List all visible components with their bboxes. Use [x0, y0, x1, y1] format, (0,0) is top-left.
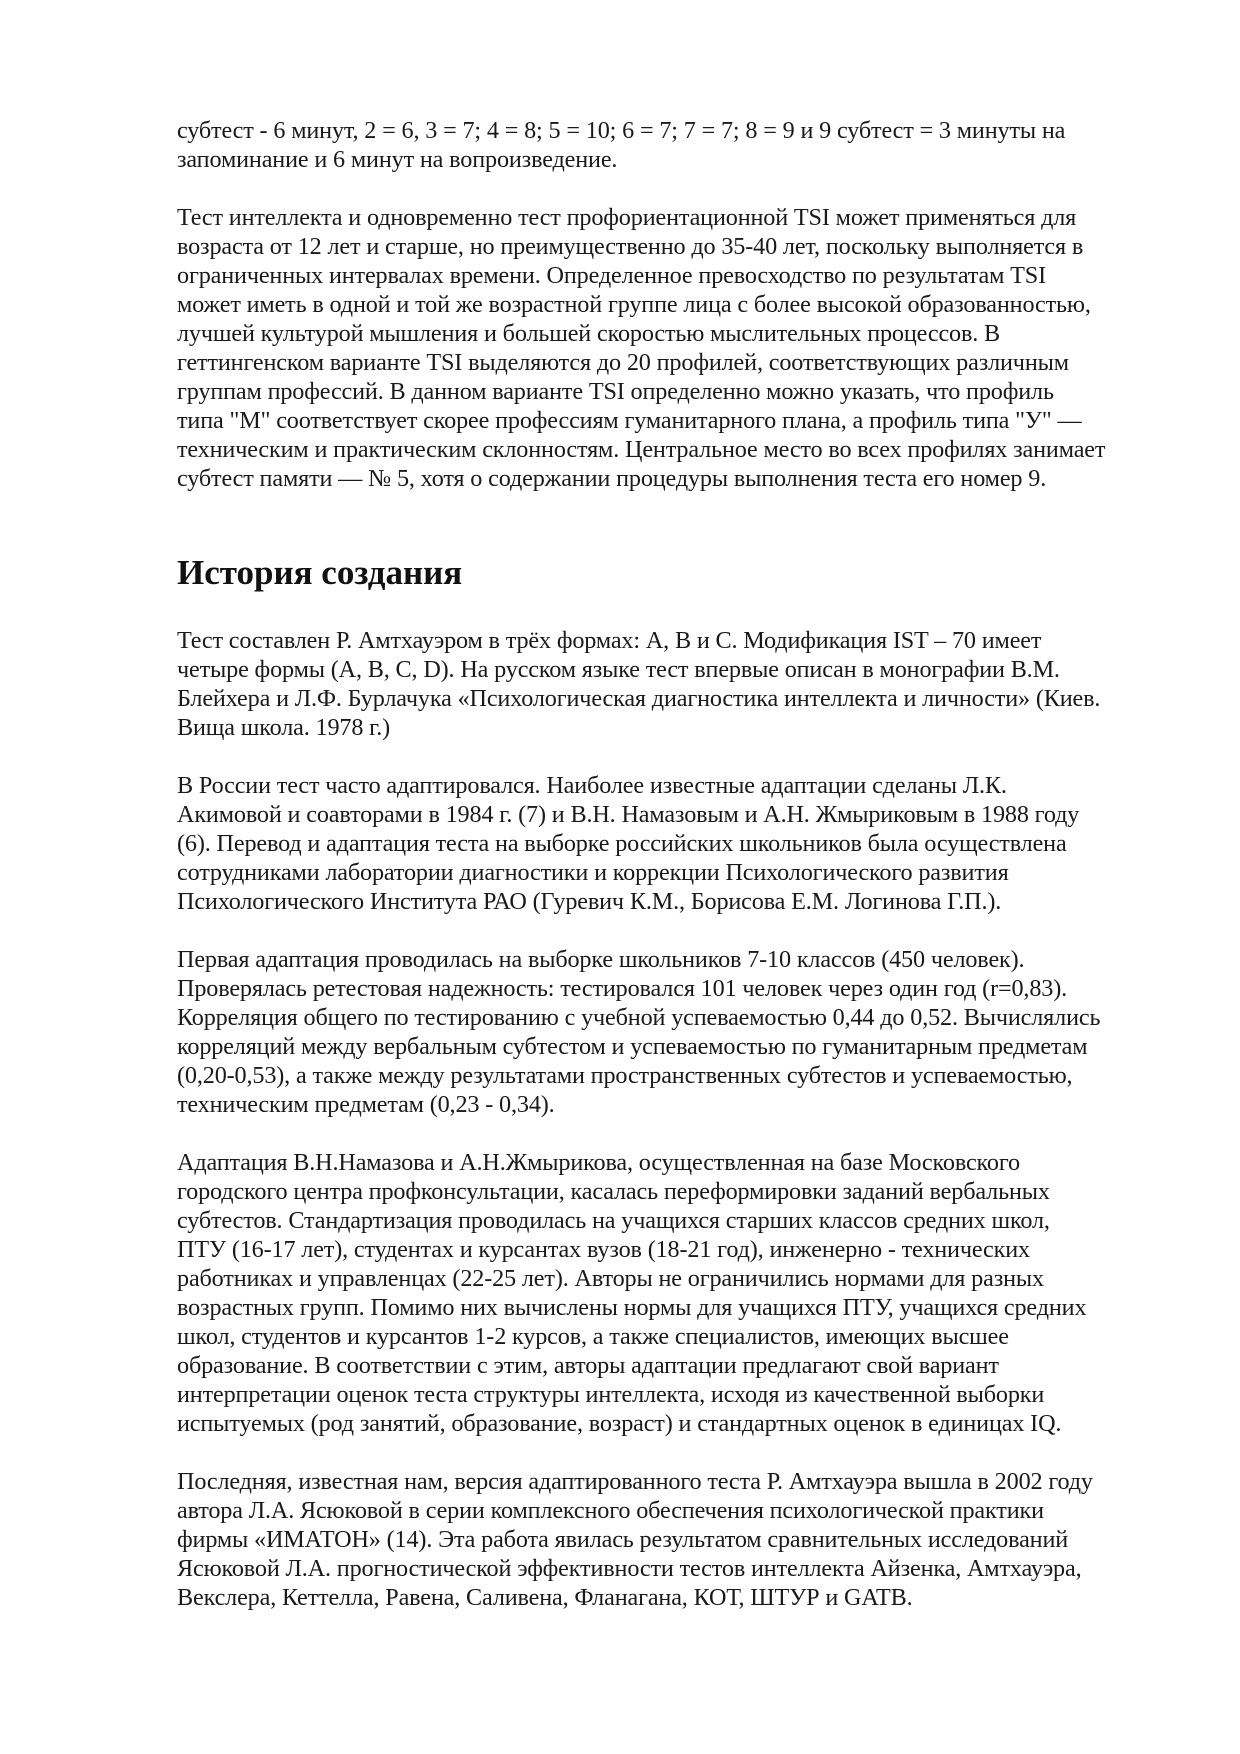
text-line: субтест - 6 минут, 2 = 6, 3 = 7; 4 = 8; 5 = 10; 6 = 7; 7 = 7; 8 = 9 и 9 субтест = 3 минуты на	[177, 117, 1066, 144]
text-line: корреляций между вербальным субтестом и успеваемостью по гуманитарным предметам	[177, 1033, 1088, 1060]
history-paragraph-3	[177, 945, 1187, 1119]
text-line: техническим предметам (0,23 - 0,34).	[177, 1091, 555, 1118]
text-line: ПТУ (16-17 лет), студентах и курсантах вузов (18-21 год), инженерно - технических	[177, 1236, 1030, 1263]
text-line: образование. В соответствии с этим, авторы адаптации предлагают свой вариант	[177, 1352, 999, 1379]
text-line: возраста от 12 лет и старше, но преимущественно до 35-40 лет, поскольку выполняется в	[177, 233, 1084, 260]
text-line: субтест памяти — № 5, хотя о содержании процедуры выполнения теста его номер 9.	[177, 465, 1047, 492]
text-line: Вища школа. 1978 г.)	[177, 714, 391, 741]
text-line: возрастных групп. Помимо них вычислены нормы для учащихся ПТУ, учащихся средних	[177, 1294, 1087, 1321]
text-line: Последняя, известная нам, версия адаптированного теста Р. Амтхауэра вышла в 2002 году	[177, 1468, 1093, 1495]
text-line: Блейхера и Л.Ф. Бурлачука «Психологическая диагностика интеллекта и личности» (Киев.	[177, 685, 1101, 712]
intro-paragraph-1	[177, 116, 1187, 174]
text-line: фирмы «ИМАТОН» (14). Эта работа явилась результатом сравнительных исследований	[177, 1526, 1069, 1553]
text-line: ограниченных интервалах времени. Определенное превосходство по результатам TSI	[177, 262, 1046, 289]
paragraph-gap	[177, 174, 1187, 203]
text-line: Проверялась ретестовая надежность: тестировался 101 человек через один год (r=0,83).	[177, 975, 1068, 1002]
text-line: Адаптация В.Н.Намазова и А.Н.Жмырикова, осуществленная на базе Московского	[177, 1149, 1020, 1176]
heading-gap	[177, 596, 1187, 626]
text-line: Векслера, Кеттелла, Равена, Саливена, Фланагана, КОТ, ШТУР и GATB.	[177, 1584, 913, 1611]
section-gap	[177, 493, 1187, 550]
paragraph-gap	[177, 742, 1187, 771]
text-line: автора Л.А. Ясюковой в серии комплексного обеспечения психологической практики	[177, 1497, 1044, 1524]
text-line: запоминание и 6 минут на вопроизведение.	[177, 146, 618, 173]
text-line: лучшей культурой мышления и большей скоростью мыслительных процессов. В	[177, 320, 1001, 347]
text-line: школ, студентов и курсантов 1-2 курсов, а также специалистов, имеющих высшее	[177, 1323, 1009, 1350]
text-line: (0,20-0,53), а также между результатами пространственных субтестов и успеваемостью,	[177, 1062, 1073, 1089]
page-content	[177, 116, 1187, 1612]
text-line: Тест интеллекта и одновременно тест профориентационной TSI может применяться для	[177, 204, 1077, 231]
paragraph-gap	[177, 1119, 1187, 1148]
history-paragraph-5	[177, 1467, 1187, 1612]
text-line: Тест составлен Р. Амтхауэром в трёх формах: А, В и С. Модификация IST – 70 имеет	[177, 627, 1042, 654]
text-line: типа "М" соответствует скорее профессиям гуманитарного плана, а профиль типа "У" —	[177, 407, 1082, 434]
text-line: техническим и практическим склонностям. Центральное место во всех профилях занимает	[177, 436, 1106, 463]
paragraph-gap	[177, 916, 1187, 945]
history-paragraph-4	[177, 1148, 1187, 1438]
history-paragraph-2	[177, 771, 1187, 916]
text-line: группам профессий. В данном варианте TSI определенно можно указать, что профиль	[177, 378, 1054, 405]
text-line: работниках и управленцах (22-25 лет). Авторы не ограничились нормами для разных	[177, 1265, 1044, 1292]
text-line: четыре формы (А, В, С, D). На русском языке тест впервые описан в монографии В.М.	[177, 656, 1060, 683]
section-heading-history: История создания	[177, 553, 463, 592]
text-line: геттингенском варианте TSI выделяются до 20 профилей, соответствующих различным	[177, 349, 1069, 376]
text-line: Корреляция общего по тестированию с учебной успеваемостью 0,44 до 0,52. Вычислялись	[177, 1004, 1101, 1031]
text-line: (6). Перевод и адаптация теста на выборке российских школьников была осуществлена	[177, 830, 1067, 857]
text-line: субтестов. Стандартизация проводилась на учащихся старших классов средних школ,	[177, 1207, 1050, 1234]
text-line: Акимовой и соавторами в 1984 г. (7) и В.Н. Намазовым и А.Н. Жмыриковым в 1988 году	[177, 801, 1080, 828]
intro-paragraph-2	[177, 203, 1187, 493]
text-line: В России тест часто адаптировался. Наиболее известные адаптации сделаны Л.К.	[177, 772, 1007, 799]
text-line: Первая адаптация проводилась на выборке школьников 7-10 классов (450 человек).	[177, 946, 1025, 973]
text-line: Психологического Института РАО (Гуревич К.М., Борисова Е.М. Логинова Г.П.).	[177, 888, 1002, 915]
history-paragraph-1	[177, 626, 1187, 742]
text-line: интерпретации оценок теста структуры интеллекта, исходя из качественной выборки	[177, 1381, 1045, 1408]
text-line: может иметь в одной и той же возрастной группе лица с более высокой образованностью,	[177, 291, 1091, 318]
text-line: Ясюковой Л.А. прогностической эффективности тестов интеллекта Айзенка, Амтхауэра,	[177, 1555, 1082, 1582]
text-line: городского центра профконсультации, касалась переформировки заданий вербальных	[177, 1178, 1050, 1205]
paragraph-gap	[177, 1438, 1187, 1467]
text-line: испытуемых (род занятий, образование, возраст) и стандартных оценок в единицах IQ.	[177, 1410, 1062, 1437]
text-line: сотрудниками лаборатории диагностики и коррекции Психологического развития	[177, 859, 1009, 886]
